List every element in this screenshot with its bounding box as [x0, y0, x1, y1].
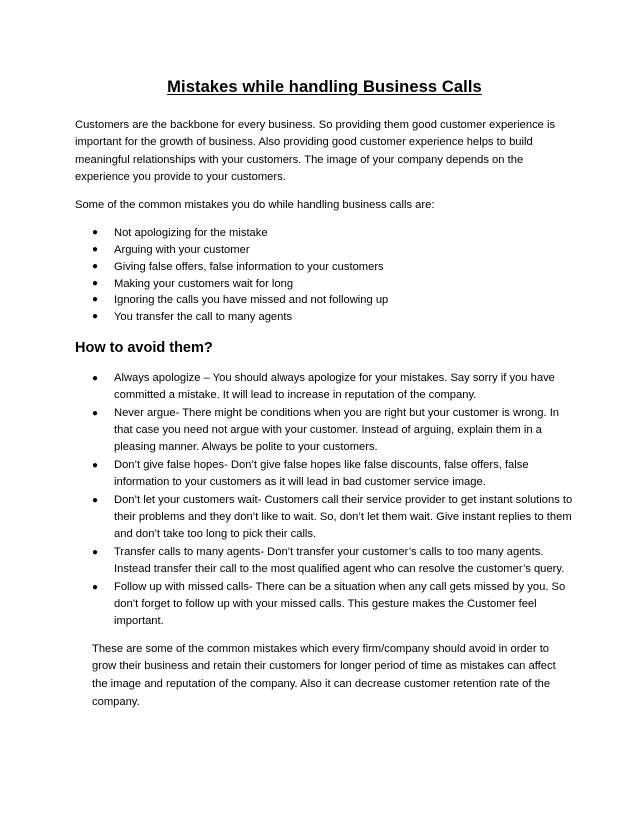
avoid-text: Don’t let your customers wait- Customers call their service provider to get instant solutions to their problems and they don’t like to wait. So, don’t let them wait. Give instant replies to them and don’t take too long to pick their calls. — [114, 493, 573, 541]
mistakes-list — [75, 225, 574, 325]
bullet-icon: ● — [92, 494, 99, 506]
mistake-text: Giving false offers, false information to your customers — [114, 260, 384, 273]
mistake-text: You transfer the call to many agents — [114, 311, 293, 323]
avoid-text: Always apologize – You should always apologize for your mistakes. Say sorry if you have committed a mistake. It will lead to increase in reputation of the company. — [114, 371, 555, 402]
bullet-icon: ● — [92, 459, 99, 471]
list-item — [75, 370, 574, 405]
bullet-icon: ● — [92, 227, 99, 239]
avoid-text: Follow up with missed calls- There can be a situation when any call gets missed by you. So don’t forget to follow up with your missed calls. This gesture makes the Customer feel important. — [114, 580, 566, 628]
document-title: Mistakes while handling Business Calls — [167, 78, 482, 96]
closing-paragraph: These are some of the common mistakes which every firm/company should avoid in order to grow their business and retain their customers for longer period of time as mistakes can affect the image and reputation of the company. Also it can decrease customer retention rate of the company. — [92, 642, 556, 708]
mistakes-lead: Some of the common mistakes you do while handling business calls are: — [75, 199, 435, 212]
list-item — [75, 225, 574, 242]
bullet-icon: ● — [92, 581, 99, 593]
avoid-text: Transfer calls to many agents- Don’t transfer your customer’s calls to too many agents. Instead transfer their call to the most qualified agent who can resolve the customer’s query. — [114, 545, 565, 576]
bullet-icon: ● — [92, 311, 99, 322]
bullet-icon: ● — [92, 546, 99, 558]
bullet-icon: ● — [92, 260, 99, 272]
mistake-text: Making your customers wait for long — [114, 277, 294, 290]
list-item — [75, 292, 574, 309]
intro-paragraph: Customers are the backbone for every business. So providing them good customer experience is important for the growth of business. Also providing good customer experience helps to build meaningful relationships with your customers. The image of your company depends on the experience you provide to your customers. — [75, 119, 556, 183]
list-item — [75, 457, 574, 492]
mistake-text: Ignoring the calls you have missed and not following up — [114, 294, 389, 307]
list-item — [75, 405, 574, 457]
bullet-icon: ● — [92, 372, 99, 384]
list-item — [75, 492, 574, 544]
bullet-icon: ● — [92, 244, 99, 256]
list-item — [75, 309, 574, 326]
bullet-icon: ● — [92, 407, 99, 419]
mistake-text: Arguing with your customer — [114, 244, 250, 257]
avoid-list — [75, 370, 574, 631]
list-item — [75, 259, 574, 276]
list-item — [75, 276, 574, 293]
avoid-heading: How to avoid them? — [75, 339, 213, 356]
avoid-text: Don’t give false hopes- Don’t give false hopes like false discounts, false offers, false information to your customers as it will lead in bad customer service image. — [114, 458, 529, 489]
list-item — [75, 579, 574, 631]
bullet-icon: ● — [92, 294, 99, 306]
bullet-icon: ● — [92, 277, 99, 289]
mistake-text: Not apologizing for the mistake — [114, 227, 268, 240]
list-item — [75, 242, 574, 259]
list-item — [75, 544, 574, 579]
avoid-text: Never argue- There might be conditions when you are right but your customer is wrong. In that case you need not argue with your customer. Instead of arguing, explain them in a pleasing manner. Always be polite to your customers. — [114, 406, 560, 454]
